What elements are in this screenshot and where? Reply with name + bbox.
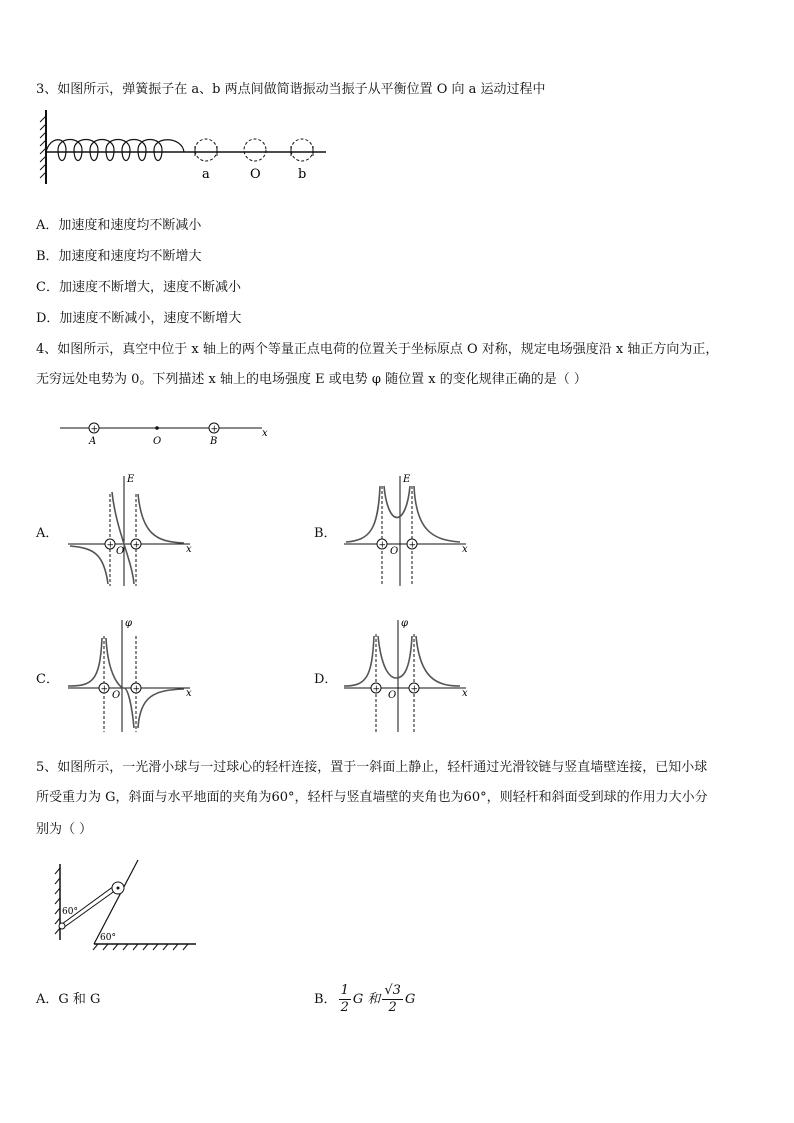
q5-option-b-mid: G 和 [352, 992, 381, 1007]
graph-a-e-label: E [127, 474, 135, 485]
graph-a-o-label: O [116, 546, 125, 557]
q5-option-b-prefix: B． [314, 992, 337, 1007]
q5-fraction-half [339, 983, 351, 1016]
label-a: a [202, 167, 210, 182]
q5-option-a: A．G 和 G [36, 992, 101, 1007]
graph-d-phi-label: φ [401, 618, 409, 629]
q4-option-c-letter: C． [36, 672, 59, 687]
svg-text:+: + [90, 424, 99, 435]
label-x: x [262, 428, 268, 439]
q4-option-a-letter: A． [36, 526, 59, 541]
frac-root3-num: √3 [384, 983, 401, 998]
q5-stem-line2: 所受重力为 G，斜面与水平地面的夹角为60°，轻杆与竖直墙壁的夹角也为60°，则轻杆和斜面受到球的作用力大小分 [36, 790, 708, 805]
svg-text:+: + [372, 684, 381, 695]
q4-graph-a [64, 470, 204, 590]
frac-half-num: 1 [340, 983, 349, 998]
label-o: O [250, 167, 261, 182]
label-origin: O [153, 436, 162, 447]
svg-text:+: + [132, 540, 141, 551]
svg-text:+: + [410, 684, 419, 695]
graph-b-x-label: x [462, 544, 468, 555]
q5-option-b [314, 982, 415, 1018]
graph-c-phi-label: φ [125, 618, 133, 629]
svg-text:+: + [132, 684, 141, 695]
label-charge-b: B [210, 436, 218, 447]
q5-option-b-suffix: G [404, 992, 416, 1007]
label-b: b [298, 167, 307, 182]
q5-incline-figure [50, 856, 210, 956]
label-angle-wall: 60° [62, 907, 78, 917]
q5-stem-line3: 别为（ ） [36, 822, 93, 837]
graph-d-o-label: O [388, 690, 397, 701]
q5-stem-line1: 5、如图所示，一光滑小球与一过球心的轻杆连接，置于一斜面上静止，轻杆通过光滑铰链与竖直墙壁连接，已知小球 [36, 760, 708, 775]
graph-d-x-label: x [462, 688, 468, 699]
q4-stem-line2: 无穷远处电势为 0。下列描述 x 轴上的电场强度 E 或电势 φ 随位置 x 的变化规律正确的是（ ） [36, 372, 587, 387]
q4-option-b-letter: B． [314, 526, 337, 541]
q4-graph-c [64, 616, 204, 736]
q3-stem: 3、如图所示，弹簧振子在 a、b 两点间做简谐振动当振子从平衡位置 O 向 a 运动过程中 [36, 82, 546, 97]
q5-fraction-root3 [382, 983, 403, 1016]
frac-half-den: 2 [340, 1000, 349, 1015]
q3-option-d: D．加速度不断减小，速度不断增大 [36, 311, 242, 326]
graph-a-x-label: x [186, 544, 192, 555]
graph-c-o-label: O [112, 690, 121, 701]
q3-option-a: A．加速度和速度均不断减小 [36, 218, 202, 233]
graph-b-o-label: O [390, 546, 399, 557]
graph-b-e-label: E [403, 474, 411, 485]
frac-root3-den: 2 [388, 1000, 397, 1015]
svg-text:+: + [100, 684, 109, 695]
label-charge-a: A [89, 436, 97, 447]
svg-text:+: + [106, 540, 115, 551]
svg-text:+: + [378, 540, 387, 551]
q3-option-b: B．加速度和速度均不断增大 [36, 249, 202, 264]
q4-graph-b [340, 470, 480, 590]
q3-spring-figure [36, 106, 336, 186]
q4-option-d-letter: D． [314, 672, 338, 687]
label-angle-slope: 60° [100, 933, 116, 943]
svg-text:+: + [408, 540, 417, 551]
svg-text:+: + [210, 424, 219, 435]
q4-stem-line1: 4、如图所示，真空中位于 x 轴上的两个等量正点电荷的位置关于坐标原点 O 对称，规定电场强度沿 x 轴正方向为正， [36, 342, 719, 357]
q3-option-c: C．加速度不断增大，速度不断减小 [36, 280, 241, 295]
graph-c-x-label: x [186, 688, 192, 699]
q4-charge-axis-figure [56, 416, 276, 448]
q4-graph-d [340, 616, 480, 736]
